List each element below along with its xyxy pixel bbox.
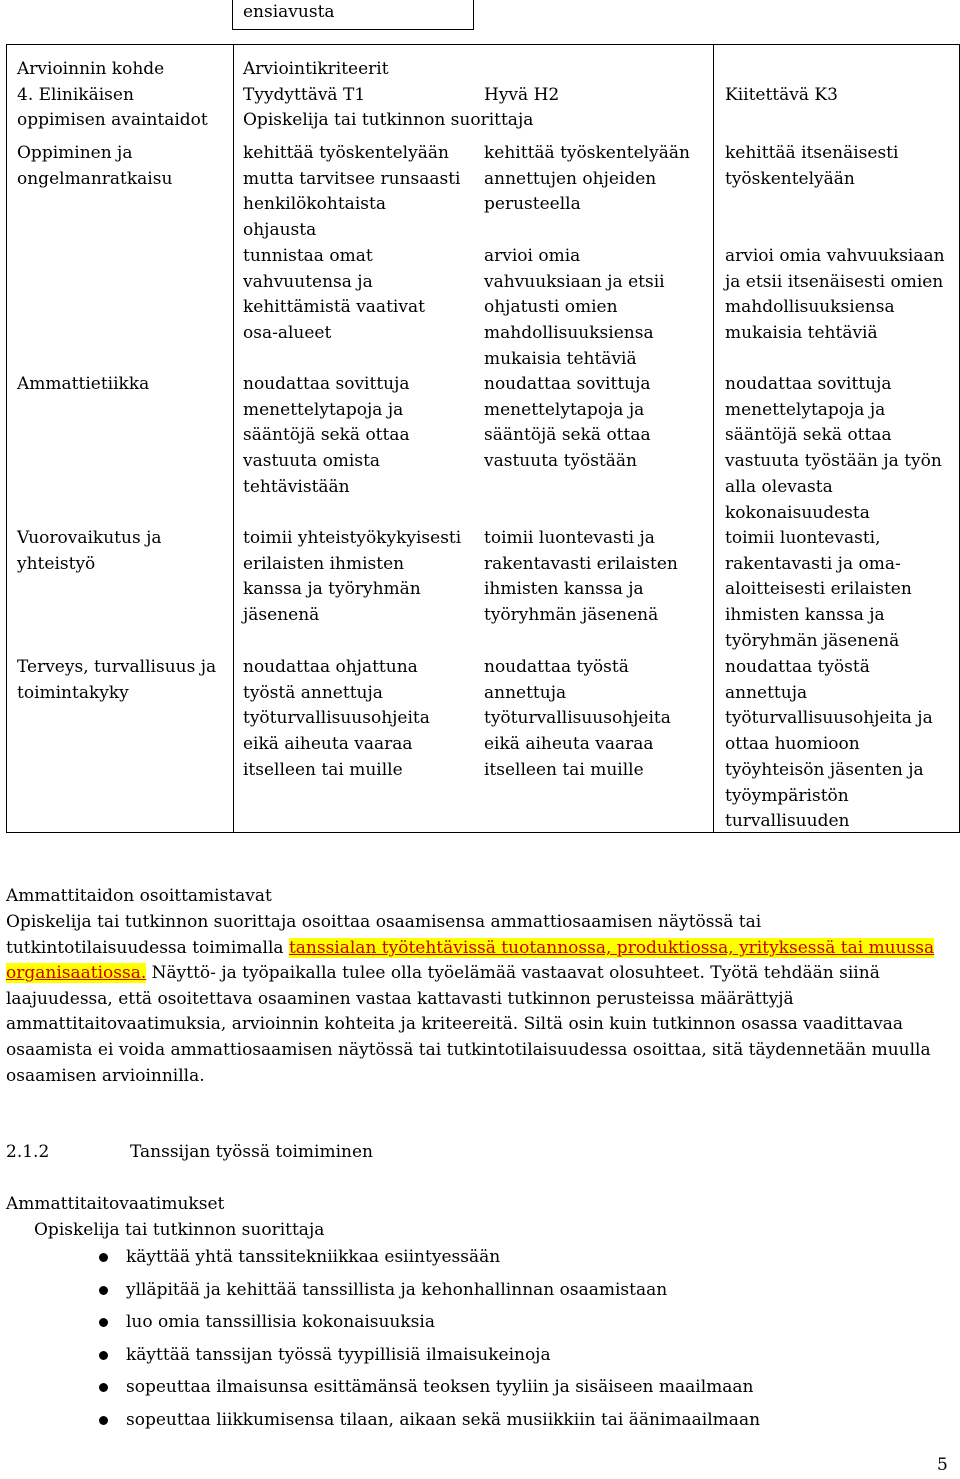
criteria-h2-text: annettujen ohjeiden [484,168,657,189]
paragraph-line: ammattitaitovaatimuksia, arvioinnin kohteita ja kriteereitä. Siltä osin kuin tutkinnon osassa vaadittavaa [6,1014,904,1034]
criteria-k3-text: noudattaa sovittuja [725,374,892,394]
paragraph-line: osaamisen arvioinnilla. [6,1066,205,1086]
highlighted-text: tanssialan työtehtävissä tuotannossa, produktiossa, yrityksessä tai muussa [288,938,935,958]
criteria-k3-text: noudattaa työstä [725,657,870,677]
criteria-h2-text: vastuuta työstään [484,451,638,472]
bullet-icon [99,1253,108,1262]
criteria-k3-text: turvallisuuden [725,811,850,832]
bullet-icon [99,1416,108,1425]
criteria-t1-text: eikä aiheuta vaaraa [243,734,413,755]
requirement-text: ylläpitää ja kehittää tanssillista ja kehonhallinnan osaamistaan [126,1279,668,1300]
criteria-t1-text: työturvallisuusohjeita [243,708,430,729]
criteria-h2-text: menettelytapoja ja [484,399,645,420]
page-number: 5 [937,1455,948,1475]
criteria-h2-text: ohjatusti omien [484,297,618,318]
section-title: Tanssijan työssä toimiminen [130,1142,373,1162]
criteria-k3-text: kehittää itsenäisesti [725,143,899,163]
criteria-t1-text: jäsenenä [243,605,320,626]
highlighted-text: organisaatiossa. [6,963,147,983]
header-assessment-criteria: Arviointikriteerit [243,59,389,79]
criteria-t1-text: henkilökohtaista [243,194,386,215]
subject-label: Opiskelija tai tutkinnon suorittaja [243,110,534,130]
criteria-k3-text: mahdollisuuksiensa [725,297,895,318]
criteria-t1-text: noudattaa ohjattuna [243,657,418,677]
criteria-k3-text: mukaisia tehtäviä [725,323,878,344]
section-number: 2.1.2 [6,1142,50,1162]
criteria-h2-text: ihmisten kanssa ja [484,579,644,600]
paragraph-line [6,936,934,962]
criteria-h2-text: kehittää työskentelyään [484,143,690,163]
grade-excellent: Kiitettävä K3 [725,85,838,105]
requirement-text: luo omia tanssillisia kokonaisuuksia [126,1312,435,1333]
requirement-item [0,1310,760,1343]
demonstration-heading: Ammattitaidon osoittamistavat [6,886,272,906]
criteria-t1-text: menettelytapoja ja [243,399,404,420]
requirement-item [0,1343,760,1376]
previous-table-fragment [232,0,474,30]
criteria-k3-text: sääntöjä sekä ottaa [725,425,892,446]
criteria-k3-text: annettuja [725,682,808,703]
criteria-k3-text: työyhteisön jäsenten ja [725,759,924,780]
bullet-icon [99,1383,108,1392]
header-assessment-target: Arvioinnin kohde [17,59,165,79]
criteria-k3-text: kokonaisuudesta [725,502,870,523]
assessment-target-text: yhteistyö [17,553,96,574]
criteria-k3-text: arvioi omia vahvuuksiaan [725,246,945,266]
assessment-target-text: Oppiminen ja [17,143,133,163]
criteria-t1-text: tunnistaa omat [243,246,373,266]
criteria-t1-text: kehittämistä vaativat [243,297,425,318]
bullet-icon [99,1286,108,1295]
criteria-h2-text: toimii luontevasti ja [484,528,655,548]
paragraph-line: osaamista ei voida ammattiosaamisen näytössä tai tutkintotilaisuudessa osoittaa, sitä täydennetään muulla [6,1040,931,1060]
paragraph-line: Opiskelija tai tutkinnon suorittaja osoittaa osaamisensa ammattiosaamisen näytössä tai [6,912,762,932]
criteria-h2-text: annettuja [484,682,567,703]
criteria-t1-text: työstä annettuja [243,682,383,703]
criteria-h2-text: vahvuuksiaan ja etsii [484,271,665,292]
paragraph-text: Näyttö- ja työpaikalla tulee olla työelämää vastaavat olosuhteet. Työtä tehdään siinä [146,963,880,983]
criteria-h2-text: mukaisia tehtäviä [484,348,637,369]
requirement-text: sopeuttaa ilmaisunsa esittämänsä teoksen tyyliin ja sisäiseen maailmaan [126,1377,754,1398]
column-divider [713,45,714,832]
grade-satisfactory: Tyydyttävä T1 [243,85,366,105]
column-divider [233,45,234,832]
assessment-criteria-table [6,44,960,833]
criteria-t1-text: erilaisten ihmisten [243,553,405,574]
section-title-line: oppimisen avaintaidot [17,110,208,130]
assessment-target-text: ongelmanratkaisu [17,168,173,189]
criteria-k3-text: toimii luontevasti, [725,528,881,548]
requirement-text: käyttää tanssijan työssä tyypillisiä ilmaisukeinoja [126,1344,551,1365]
criteria-t1-text: noudattaa sovittuja [243,374,410,394]
criteria-t1-text: sääntöjä sekä ottaa [243,425,410,446]
paragraph-text: tutkintotilaisuudessa toimimalla [6,938,289,958]
criteria-h2-text: työturvallisuusohjeita [484,708,671,729]
assessment-target-text: Ammattietiikka [17,374,150,394]
requirements-intro: Opiskelija tai tutkinnon suorittaja [34,1220,325,1240]
paragraph-line [6,961,880,987]
criteria-t1-text: osa-alueet [243,323,332,344]
criteria-k3-text: alla olevasta [725,476,833,497]
criteria-k3-text: vastuuta työstään ja työn [725,451,942,472]
grade-good: Hyvä H2 [484,85,560,105]
criteria-h2-text: noudattaa työstä [484,657,629,677]
criteria-h2-text: rakentavasti erilaisten [484,553,678,574]
criteria-k3-text: rakentavasti ja oma- [725,553,901,574]
criteria-t1-text: toimii yhteistyökykyisesti [243,528,462,548]
criteria-t1-text: tehtävistään [243,476,350,497]
criteria-t1-text: vahvuutensa ja [243,271,373,292]
criteria-t1-text: kanssa ja työryhmän [243,579,421,600]
criteria-h2-text: itselleen tai muille [484,759,644,780]
criteria-h2-text: arvioi omia [484,246,581,266]
criteria-h2-text: työryhmän jäsenenä [484,605,659,626]
assessment-target-text: Terveys, turvallisuus ja [17,657,217,677]
paragraph-line: laajuudessa, että osoitettava osaaminen vastaa kattavasti tutkinnon perusteissa määrättyjä [6,989,794,1009]
requirement-item [0,1278,760,1311]
criteria-k3-text: työryhmän jäsenenä [725,630,900,651]
requirement-item [0,1408,760,1441]
criteria-k3-text: työskentelyään [725,168,855,189]
requirements-heading: Ammattitaitovaatimukset [6,1194,225,1214]
criteria-h2-text: mahdollisuuksiensa [484,323,654,344]
criteria-k3-text: työturvallisuusohjeita ja [725,708,933,729]
criteria-k3-text: aloitteisesti erilaisten [725,579,912,600]
criteria-h2-text: sääntöjä sekä ottaa [484,425,651,446]
assessment-target-text: Vuorovaikutus ja [17,528,162,548]
criteria-t1-text: vastuuta omista [243,451,381,472]
criteria-k3-text: menettelytapoja ja [725,399,886,420]
criteria-k3-text: ja etsii itsenäisesti omien [725,271,944,292]
criteria-t1-text: itselleen tai muille [243,759,403,780]
criteria-k3-text: ottaa huomioon [725,734,860,755]
criteria-k3-text: ihmisten kanssa ja [725,605,885,626]
criteria-t1-text: kehittää työskentelyään [243,143,449,163]
fragment-text: ensiavusta [243,2,335,22]
requirement-text: käyttää yhtä tanssitekniikkaa esiintyessään [126,1247,501,1267]
criteria-h2-text: noudattaa sovittuja [484,374,651,394]
requirement-text: sopeuttaa liikkumisensa tilaan, aikaan sekä musiikkiin tai äänimaailmaan [126,1409,761,1430]
criteria-t1-text: ohjausta [243,220,317,241]
section-title-line: 4. Elinikäisen [17,85,134,105]
bullet-icon [99,1351,108,1360]
criteria-h2-text: perusteella [484,194,581,215]
criteria-k3-text: työympäristön [725,785,849,806]
bullet-icon [99,1318,108,1327]
requirements-list [0,1245,760,1441]
assessment-target-text: toimintakyky [17,682,129,703]
criteria-t1-text: mutta tarvitsee runsaasti [243,168,461,189]
requirement-item [0,1245,760,1278]
requirement-item [0,1375,760,1408]
criteria-h2-text: eikä aiheuta vaaraa [484,734,654,755]
